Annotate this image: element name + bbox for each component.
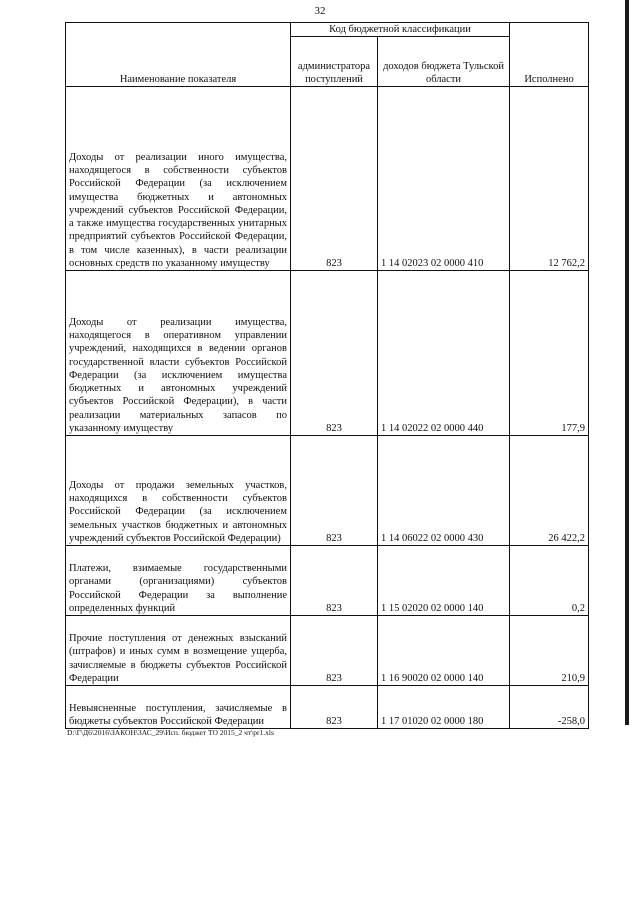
row-admin-code: 823	[291, 546, 378, 616]
table-row	[66, 87, 589, 271]
row-name: Прочие поступления от денежных взысканий (штрафов) и иных сумм в возмещение ущерба, зачисляемые в бюджеты субъектов Российской Федерации	[66, 616, 291, 686]
header-executed: Исполнено	[510, 23, 589, 87]
file-path-footer: D:\Г\Д6\2016\ЗАКОН\ЗАС_29\Исп. бюджет ТО 2015_2 чт\pr1.xls	[67, 728, 274, 737]
table-row	[66, 616, 589, 686]
row-admin-code: 823	[291, 436, 378, 546]
row-executed: 0,2	[510, 546, 589, 616]
row-executed: 210,9	[510, 616, 589, 686]
row-executed: 26 422,2	[510, 436, 589, 546]
row-name: Платежи, взимаемые государственными органами (организациями) субъектов Российской Федерации за выполнение определенных функций	[66, 546, 291, 616]
row-admin-code: 823	[291, 87, 378, 271]
table-row	[66, 436, 589, 546]
row-executed: 12 762,2	[510, 87, 589, 271]
header-admin: администратора поступлений	[291, 37, 378, 87]
row-budget-code: 1 15 02020 02 0000 140	[378, 546, 510, 616]
page-number: 32	[314, 5, 326, 17]
row-admin-code: 823	[291, 616, 378, 686]
row-executed: -258,0	[510, 686, 589, 729]
table-row	[66, 546, 589, 616]
row-budget-code: 1 16 90020 02 0000 140	[378, 616, 510, 686]
header-code-group: Код бюджетной классификации	[291, 23, 510, 37]
table-row	[66, 686, 589, 729]
row-budget-code: 1 14 06022 02 0000 430	[378, 436, 510, 546]
row-budget-code: 1 14 02023 02 0000 410	[378, 87, 510, 271]
row-executed: 177,9	[510, 271, 589, 436]
table-row	[66, 271, 589, 436]
row-name: Доходы от продажи земельных участков, находящихся в собственности субъектов Российской Федерации (за исключением земельных участков бюджетных и автономных учреждений субъектов Российской Федерации)	[66, 436, 291, 546]
row-name: Доходы от реализации имущества, находящегося в оперативном управлении учреждений, находящихся в ведении органов государственной власти субъектов Российской Федерации (за исключением имущества бюджетных и автономных учреждений субъектов Российской Федерации), в части реализации материальных запасов по указанному имуществу	[66, 271, 291, 436]
header-row-top	[66, 23, 589, 37]
header-name: Наименование показателя	[66, 23, 291, 87]
header-revenue: доходов бюджета Тульской области	[378, 37, 510, 87]
scan-edge-bar	[625, 0, 629, 725]
row-name: Доходы от реализации иного имущества, находящегося в собственности субъектов Российской Федерации (за исключением имущества бюджетных и автономных учреждений субъектов Российской Федерации, а также имущества государственных унитарных предприятий субъектов Российской Федерации, в том числе казенных), в части реализации основных средств по указанному имуществу	[66, 87, 291, 271]
budget-table	[65, 22, 589, 729]
row-budget-code: 1 17 01020 02 0000 180	[378, 686, 510, 729]
row-admin-code: 823	[291, 271, 378, 436]
row-budget-code: 1 14 02022 02 0000 440	[378, 271, 510, 436]
row-name: Невыясненные поступления, зачисляемые в бюджеты субъектов Российской Федерации	[66, 686, 291, 729]
row-admin-code: 823	[291, 686, 378, 729]
